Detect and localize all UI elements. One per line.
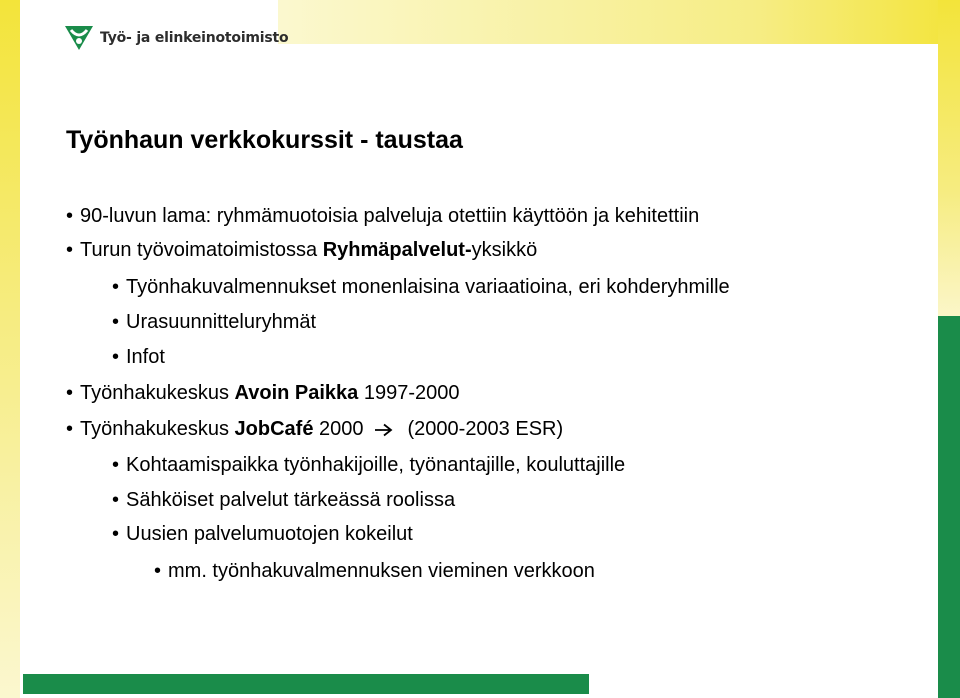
logo: [64, 24, 288, 52]
left-accent-bar: [0, 0, 20, 698]
bullet-item: • 90-luvun lama: ryhmämuotoisia palveluja otettiin käyttöön ja kehitettiin: [66, 205, 700, 227]
bullet-item: • Työnhakukeskus Avoin Paikka 1997-2000: [66, 382, 460, 404]
sub-bullet-item: • Kohtaamispaikka työnhakijoille, työnantajille, kouluttajille: [112, 454, 626, 476]
right-arrow-icon: [374, 423, 394, 437]
bottom-accent-bar: [23, 674, 589, 694]
bullet-item: • Turun työvoimatoimistossa Ryhmäpalvelut-yksikkö: [66, 239, 538, 261]
sub-bullet-item: • Työnhakuvalmennukset monenlaisina variaatioina, eri kohderyhmille: [112, 276, 730, 298]
bullet-dot: •: [66, 205, 74, 227]
bullet-item: • Työnhakukeskus JobCafé 2000 (2000-2003 ESR): [66, 418, 564, 440]
bullet-dot: •: [154, 560, 162, 582]
right-accent-bar-yellow: [938, 0, 960, 316]
sub-sub-bullet-item: • mm. työnhakuvalmennuksen vieminen verkkoon: [154, 560, 595, 582]
bullet-dot: •: [66, 239, 74, 261]
bullet-dot: •: [112, 523, 120, 545]
bullet-dot: •: [112, 454, 120, 476]
logo-text: Työ- ja elinkeinotoimisto: [100, 30, 289, 46]
slide-title: Työnhaun verkkokurssit - taustaa: [66, 126, 463, 154]
sub-bullet-item: • Uusien palvelumuotojen kokeilut: [112, 523, 413, 545]
bullet-dot: •: [112, 311, 120, 333]
bullet-dot: •: [66, 382, 74, 404]
tyo-ja-elinkeinotoimisto-logo-icon: [64, 24, 94, 52]
bullet-dot: •: [112, 346, 120, 368]
top-accent-band: [278, 0, 960, 44]
bullet-dot: •: [112, 276, 120, 298]
sub-bullet-item: • Sähköiset palvelut tärkeässä roolissa: [112, 489, 456, 511]
sub-bullet-item: • Infot: [112, 346, 165, 368]
bullet-dot: •: [66, 418, 74, 440]
bullet-dot: •: [112, 489, 120, 511]
right-accent-bar-green: [938, 316, 960, 698]
sub-bullet-item: • Urasuunnitteluryhmät: [112, 311, 317, 333]
